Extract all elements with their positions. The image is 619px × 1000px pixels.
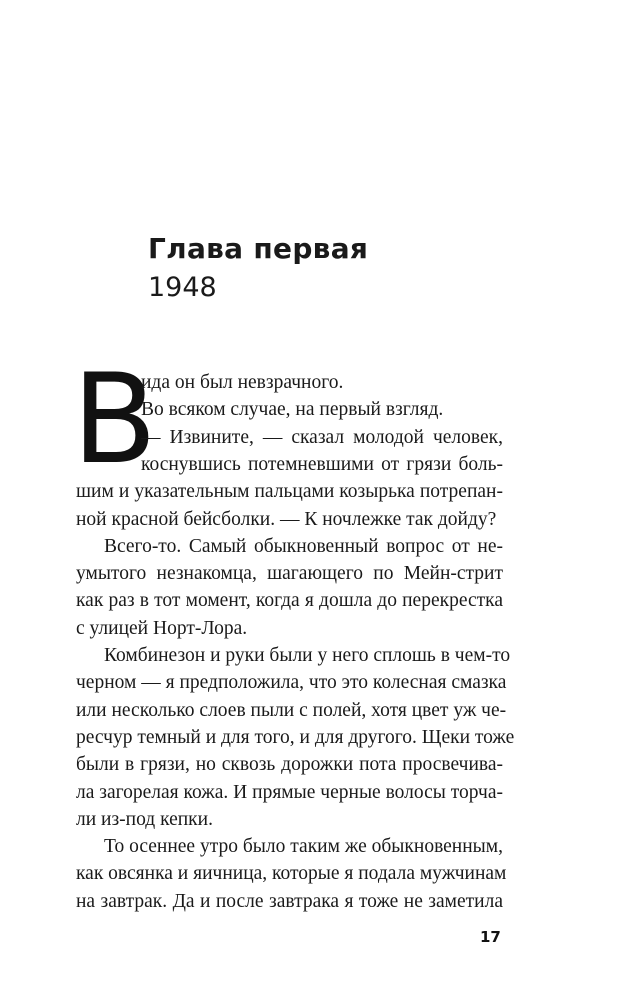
text-line: умытого незнакомца, шагающего по Мейн-стрит (76, 563, 503, 585)
text-line: ла загорелая кожа. И прямые черные волосы торча- (76, 781, 503, 803)
text-line: — Извините, — сказал молодой человек, (141, 426, 503, 448)
text-line: на завтрак. Да и после завтрака я тоже не заметила (76, 890, 503, 912)
chapter-year: 1948 (148, 272, 217, 303)
text-line: Всего-то. Самый обыкновенный вопрос от не- (104, 535, 503, 557)
text-line: как раз в тот момент, когда я дошла до перекрестка (76, 590, 503, 612)
page-number: 17 (480, 928, 501, 946)
text-line: как овсянка и яичница, которые я подала мужчинам (76, 863, 507, 885)
text-line: или несколько слоев пыли с полей, хотя цвет уж че- (76, 699, 507, 721)
text-line: черном — я предположила, что это колесная смазка (76, 672, 507, 694)
text-line: Комбинезон и руки были у него сплошь в чем-то (104, 645, 511, 666)
text-line: ной красной бейсболки. — К ночлежке так дойду? (76, 508, 497, 530)
text-line: То осеннее утро было таким же обыкновенным, (104, 836, 503, 858)
text-line: ида он был невзрачного. (141, 372, 344, 393)
drop-cap: В (72, 348, 158, 492)
chapter-title: Глава первая (148, 232, 369, 265)
text-line: ли из-под кепки. (76, 808, 213, 830)
text-line: с улицей Норт-Лора. (76, 617, 248, 639)
text-line: Во всяком случае, на первый взгляд. (141, 399, 444, 421)
text-line: были в грязи, но сквозь дорожки пота просвечива- (76, 754, 503, 776)
text-line: шим и указательным пальцами козырька потрепан- (76, 481, 503, 503)
text-line: коснувшись потемневшими от грязи боль- (141, 453, 503, 475)
text-line: ресчур темный и для того, и для другого. Щеки тоже (76, 726, 515, 748)
